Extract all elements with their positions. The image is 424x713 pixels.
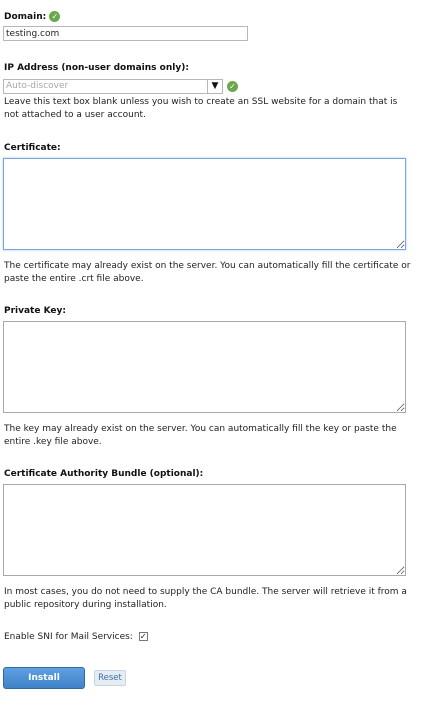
private-key-help: The key may already exist on the server. You can automatically fill the key or paste the entire .key file above.	[4, 424, 397, 447]
ip-address-label: IP Address (non-user domains only):	[4, 63, 189, 73]
ca-bundle-help: In most cases, you do not need to supply the CA bundle. The server will retrieve it from a public repository during installation.	[4, 587, 407, 610]
sni-row	[4, 632, 148, 642]
private-key-label: Private Key:	[4, 306, 66, 316]
ip-address-selected-value[interactable]: Auto-discover	[3, 79, 208, 94]
reset-button[interactable]: Reset	[94, 670, 126, 686]
check-circle-icon: ✓	[227, 81, 238, 92]
install-button[interactable]: Install	[3, 667, 85, 689]
domain-input[interactable]	[3, 26, 248, 41]
sni-checkbox[interactable]: ✓	[139, 632, 147, 641]
ip-address-select[interactable]	[3, 79, 243, 94]
ca-bundle-label: Certificate Authority Bundle (optional):	[4, 469, 204, 479]
ip-address-help: Leave this text box blank unless you wish to create an SSL website for a domain that is not attached to a user account.	[4, 97, 398, 120]
check-circle-icon: ✓	[49, 11, 60, 22]
ca-bundle-textarea[interactable]	[3, 484, 406, 576]
private-key-textarea[interactable]	[3, 321, 406, 413]
sni-label: Enable SNI for Mail Services:	[4, 632, 133, 642]
certificate-textarea[interactable]	[3, 158, 406, 250]
domain-label: Domain: ✓	[4, 11, 60, 22]
chevron-down-icon[interactable]: ▼	[207, 79, 223, 94]
certificate-label: Certificate:	[4, 143, 61, 153]
certificate-help: The certificate may already exist on the server. You can automatically fill the certificate or paste the entire .crt file above.	[4, 261, 411, 284]
